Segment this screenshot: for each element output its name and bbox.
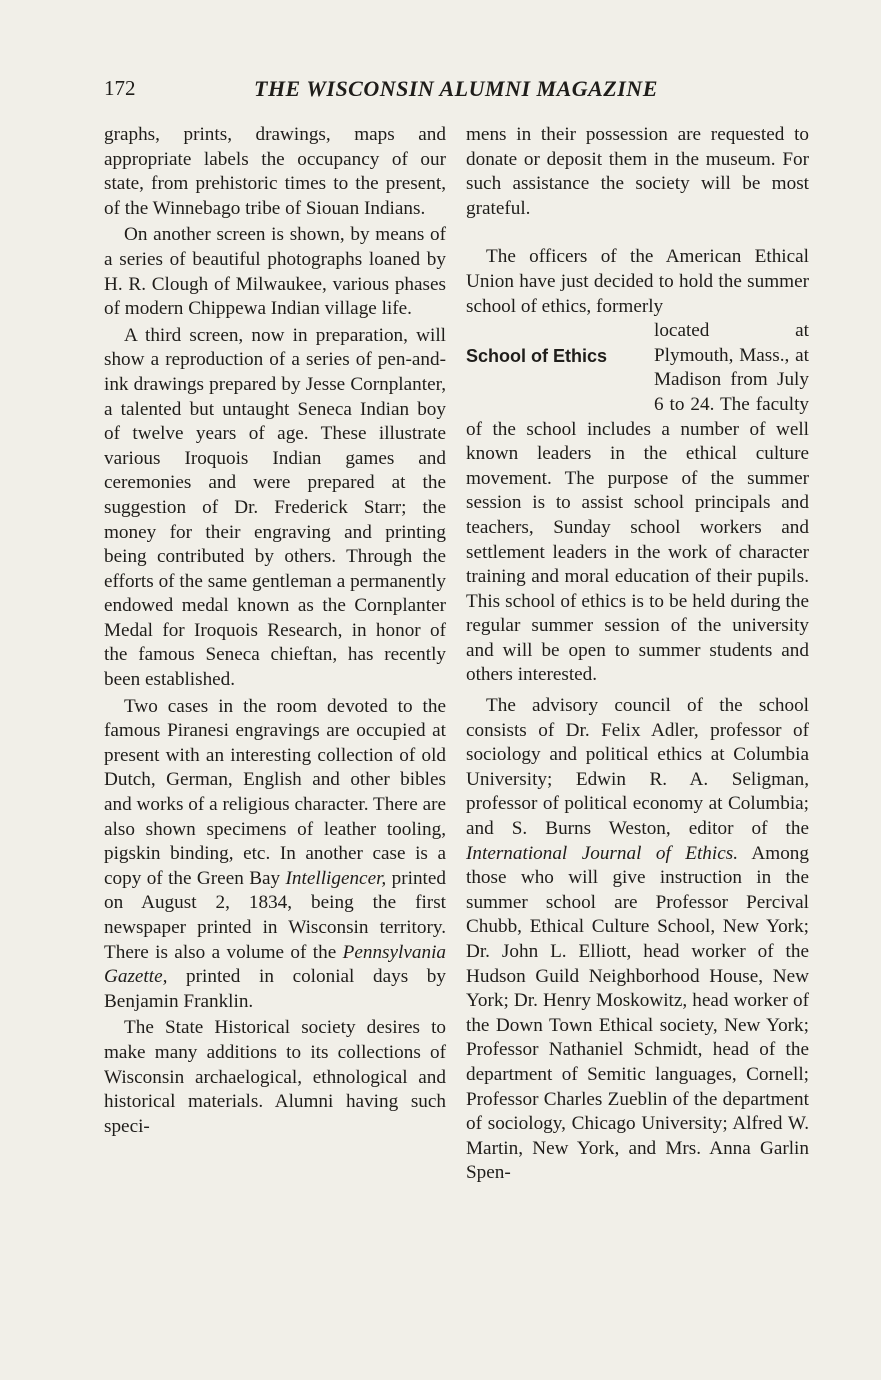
school-of-ethics-section (466, 319, 809, 688)
magazine-title: THE WISCONSIN ALUMNI MAGAZINE (254, 76, 658, 101)
left-column (104, 123, 446, 1139)
text-run: Two cases in the room devoted to the famous Piranesi engravings are occupied at present with an interesting collection of old Dutch, German, English and other bibles and works of a religious character. There are also shown specimens of leather tooling, pigskin binding, etc. In another case is a copy of the Green Bay (104, 695, 446, 889)
paragraph-cornplanter-drawings: A third screen, now in preparation, will show a reproduction of a series of pen-and-ink drawings prepared by Jesse Cornplanter, a talented but untaught Seneca Indian boy of twelve years of age. These illustrate various Iroquois Indian games and ceremonies and were prepared at the suggestion of Dr. Frederick Starr; the money for their engraving and printing being contributed by others. Through the efforts of the same gentleman a permanently endowed medal known as the Cornplanter Medal for Iroquois Research, in honor of the famous Seneca chieftan, has recently been established. (104, 324, 446, 691)
text-run: Among those who will give instruction in the summer school are Professor Percival Chubb, Ethical Culture School, New York; Dr. John L. Elliott, head worker of the Hudson Guild Neighborhood House, New York; Dr. Henry Moskowitz, head worker of the Down Town Ethical society, New York; Professor Nathaniel Schmidt, head of the department of Semitic languages, Cornell; Professor Charles Zueblin of the department of sociology, Chicago University; Alfred W. Martin, New York, and Mrs. Anna Garlin Spen- (466, 842, 809, 1184)
paragraph-historical-society: The State Historical society desires to make many additions to its collections of Wisconsin archaelogical, ethnological and historical materials. Alumni having such speci- (104, 1017, 446, 1137)
text-run: printed on August 2, 1834, being the first newspaper printed in Wisconsin territory. There is also a volume of the (104, 867, 446, 963)
paragraph-continued: graphs, prints, drawings, maps and appropriate labels the occupancy of our state, from prehistoric times to the present, of the Winnebago tribe of Siouan Indians. (104, 124, 446, 219)
paragraph-piranesi-cases (104, 695, 446, 1015)
italic-newspaper-title: Pennsylvania Gazette, (104, 941, 446, 988)
italic-journal-title: International Journal of Ethics. (466, 842, 739, 864)
paragraph-advisory-council (466, 694, 809, 1186)
paragraph-ethics-details: located at Plymouth, Mass., at Madison from July 6 to 24. The faculty of the school includes a number of well known leaders in the ethical culture movement. The purpose of the summer session is to assist school principals and teachers, Sunday school workers and settlement leaders in the work of character training and moral education of their pupils. This school of ethics is to be held during the regular summer session of the university and will be open to summer students and others interested. (466, 320, 809, 686)
page-header (104, 76, 824, 106)
section-spacer (466, 221, 809, 245)
paragraph-continued: mens in their possession are requested to donate or deposit them in the museum. For such assistance the society will be most grateful. (466, 124, 809, 219)
page-number: 172 (104, 76, 136, 100)
text-run: The advisory council of the school consists of Dr. Felix Adler, professor of sociology and political ethics at Columbia University; Edwin R. A. Seligman, professor of political economy at Columbia; and S. Burns Weston, editor of the (466, 695, 809, 840)
paragraph-ethics-intro: The officers of the American Ethical Union have just decided to hold the summer school of ethics, formerly (466, 246, 809, 317)
right-column (466, 123, 809, 1186)
side-heading: School of Ethics (466, 345, 608, 366)
italic-newspaper-title: Intelligencer, (285, 867, 387, 889)
text-run: printed in colonial days by Benjamin Franklin. (104, 966, 446, 1012)
paragraph-chippewa-screen: On another screen is shown, by means of a series of beautiful photographs loaned by H. R. Clough of Milwaukee, various phases of modern Chippewa Indian village life. (104, 224, 446, 320)
